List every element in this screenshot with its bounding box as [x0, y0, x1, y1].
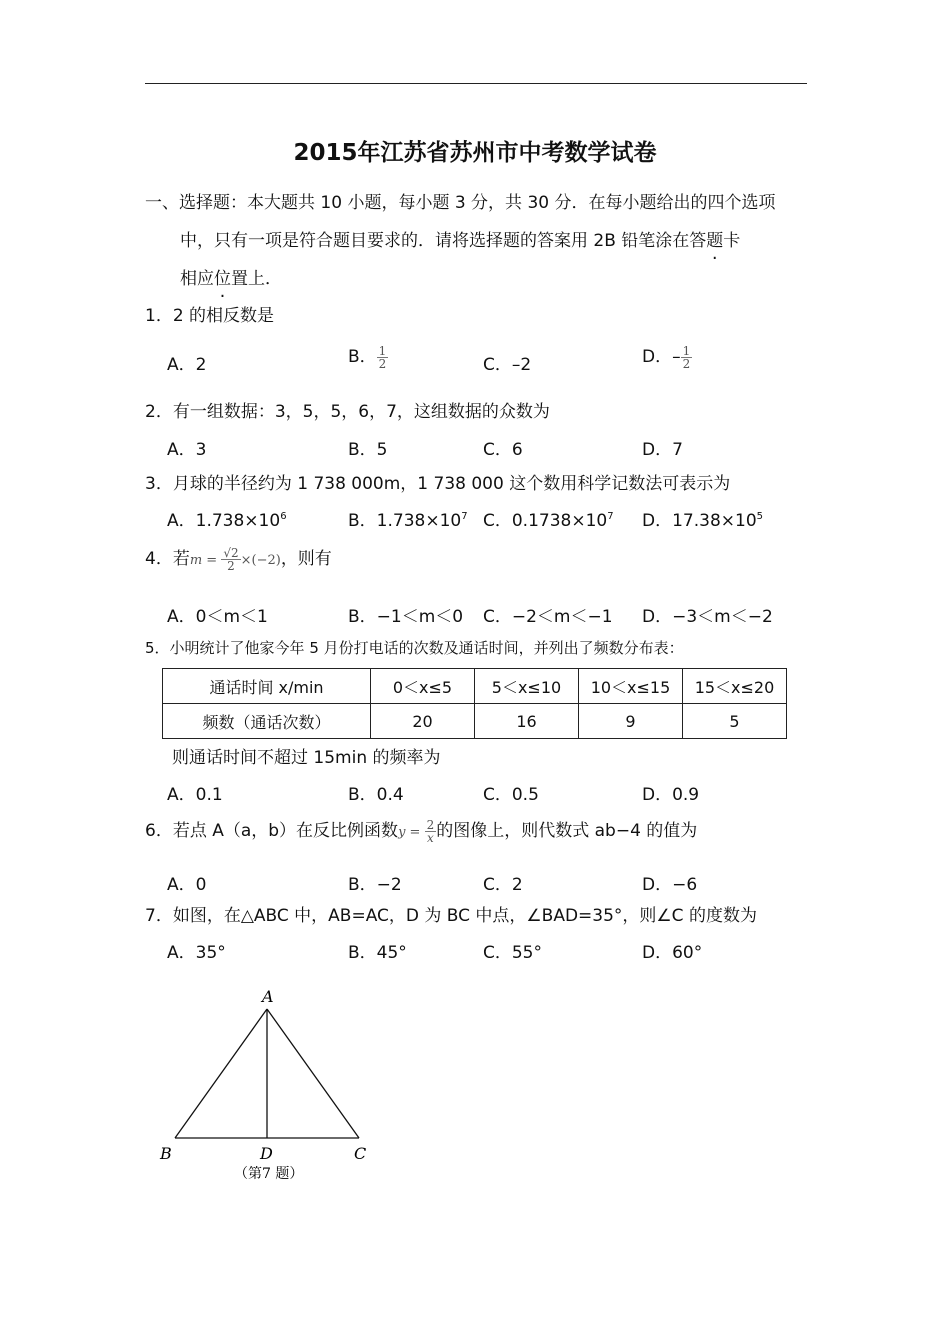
q6-y: y =	[398, 825, 425, 840]
table-header-row	[163, 669, 787, 704]
table-cell: 9	[579, 704, 683, 739]
section-instructions-line2	[180, 226, 740, 251]
q6-stem	[145, 816, 697, 844]
figure-caption: （第7 题）	[234, 1166, 304, 1182]
table-cell: 15＜x≤20	[683, 669, 787, 704]
q7-option-b: B．45°	[348, 943, 407, 963]
q3-a-base: A．1.738×10	[167, 511, 281, 531]
q4-option-a: A．0＜m＜1	[167, 607, 268, 627]
q3-option-b	[348, 506, 468, 531]
q3-option-d	[642, 506, 763, 531]
table-row	[163, 704, 787, 739]
q4-m: m	[189, 553, 203, 568]
table-cell: 5	[683, 704, 787, 739]
q2-option-c: C．6	[483, 440, 523, 460]
q3-a-exp: 6	[280, 511, 287, 522]
q2-stem: 2．有一组数据：3，5，5，6，7，这组数据的众数为	[145, 402, 550, 422]
q1-option-a: A．2	[167, 355, 207, 375]
q3-d-exp: 5	[756, 511, 764, 522]
q1-option-b-label: B．	[348, 347, 377, 367]
q6-post: 的图像上，则代数式 ab−4 的值为	[436, 821, 698, 841]
q1-option-d	[642, 342, 692, 370]
table-cell: 20	[371, 704, 475, 739]
point-label-d: D	[260, 1144, 273, 1163]
table-cell: 10＜x≤15	[579, 669, 683, 704]
q4-pre: 4．若	[145, 549, 190, 569]
q1-fraction-neg	[681, 345, 693, 370]
table-cell: 16	[475, 704, 579, 739]
q3-b-exp: 7	[461, 511, 468, 522]
q3-c-base: C．0.1738×10	[483, 511, 608, 531]
q2-option-a: A．3	[167, 440, 207, 460]
q1-option-c: C．–2	[483, 355, 532, 375]
q4-mult: ×(−2)	[240, 553, 281, 568]
q1-option-b	[348, 342, 388, 370]
q7-stem: 7．如图，在△ABC 中，AB=AC，D 为 BC 中点，∠BAD=35°，则∠C 的度数为	[145, 906, 757, 926]
table-cell: 0＜x≤5	[371, 669, 475, 704]
q1-frac-neg-num: 1	[682, 343, 691, 358]
frequency-table	[162, 668, 787, 739]
q7-option-a: A．35°	[167, 943, 226, 963]
q2-option-b: B．5	[348, 440, 388, 460]
table-cell: 通话时间 x/min	[163, 669, 371, 704]
q5-option-d: D．0.9	[642, 785, 700, 805]
section-instructions-line3	[180, 264, 282, 289]
q1-frac-neg-den: 2	[682, 356, 691, 371]
q6-option-b: B．−2	[348, 875, 402, 895]
q3-stem: 3．月球的半径约为 1 738 000m，1 738 000 这个数用科学记数法可表示为	[145, 474, 731, 494]
q6-pre: 6．若点 A（a，b）在反比例函数	[145, 821, 399, 841]
q4-option-d: D．−3＜m＜−2	[642, 607, 773, 627]
q7-option-c: C．55°	[483, 943, 543, 963]
q6-option-c: C．2	[483, 875, 523, 895]
q4-post: ，则有	[280, 549, 332, 569]
q3-b-base: B．1.738×10	[348, 511, 462, 531]
q6-fraction	[425, 819, 437, 844]
side-ab	[175, 1009, 267, 1138]
page-title: 2015年江苏省苏州市中考数学试卷	[293, 140, 657, 166]
q5-option-b: B．0.4	[348, 785, 404, 805]
q6-frac-den: x	[427, 830, 434, 845]
q3-d-base: D．17.38×10	[642, 511, 757, 531]
q4-fraction	[221, 547, 240, 572]
q3-option-c	[483, 506, 614, 531]
q5-followup: 则通话时间不超过 15min 的频率为	[172, 748, 441, 768]
triangle-figure	[150, 985, 390, 1190]
q5-option-c: C．0.5	[483, 785, 539, 805]
q4-stem	[145, 544, 332, 572]
q1-frac-num: 1	[378, 343, 387, 358]
vertex-label-a: A	[262, 987, 274, 1006]
q6-option-a: A．0	[167, 875, 207, 895]
section-instructions-line1: 一、选择题：本大题共 10 小题，每小题 3 分，共 30 分．在每小题给出的四个选项	[145, 193, 776, 213]
q2-option-d: D．7	[642, 440, 683, 460]
header-rule	[145, 83, 807, 84]
q1-frac-den: 2	[378, 356, 387, 371]
table-cell: 5＜x≤10	[475, 669, 579, 704]
vertex-label-c: C	[354, 1144, 367, 1163]
q5-stem: 5．小明统计了他家今年 5 月份打电话的次数及通话时间，并列出了频数分布表：	[145, 639, 684, 657]
q6-option-d: D．−6	[642, 875, 698, 895]
q3-option-a	[167, 506, 287, 531]
q1-option-d-label: D．–	[642, 347, 681, 367]
q4-option-c: C．−2＜m＜−1	[483, 607, 613, 627]
q4-frac-den: 2	[227, 558, 235, 573]
q4-frac-num: √2	[223, 545, 239, 560]
q4-option-b: B．−1＜m＜0	[348, 607, 464, 627]
q1-fraction	[377, 345, 389, 370]
q3-c-exp: 7	[607, 511, 614, 522]
q6-frac-num: 2	[426, 817, 435, 832]
q1-stem: 1．2 的相反数是	[145, 306, 275, 326]
vertex-label-b: B	[160, 1144, 172, 1163]
q7-option-d: D．60°	[642, 943, 703, 963]
section-line2-text: 中，只有一项是符合题目要求的．请将选择题的答案用 2B 铅笔涂在	[180, 231, 690, 251]
section-line2-emphasis: 答题卡	[689, 231, 741, 251]
section-line3-emphasis: 相应位置上 .	[180, 264, 265, 289]
q5-option-a: A．0.1	[167, 785, 223, 805]
q4-eq: =	[202, 553, 222, 568]
side-ac	[267, 1009, 359, 1138]
table-cell: 频数（通话次数）	[163, 704, 371, 739]
section-line3-end: ．	[265, 269, 282, 289]
